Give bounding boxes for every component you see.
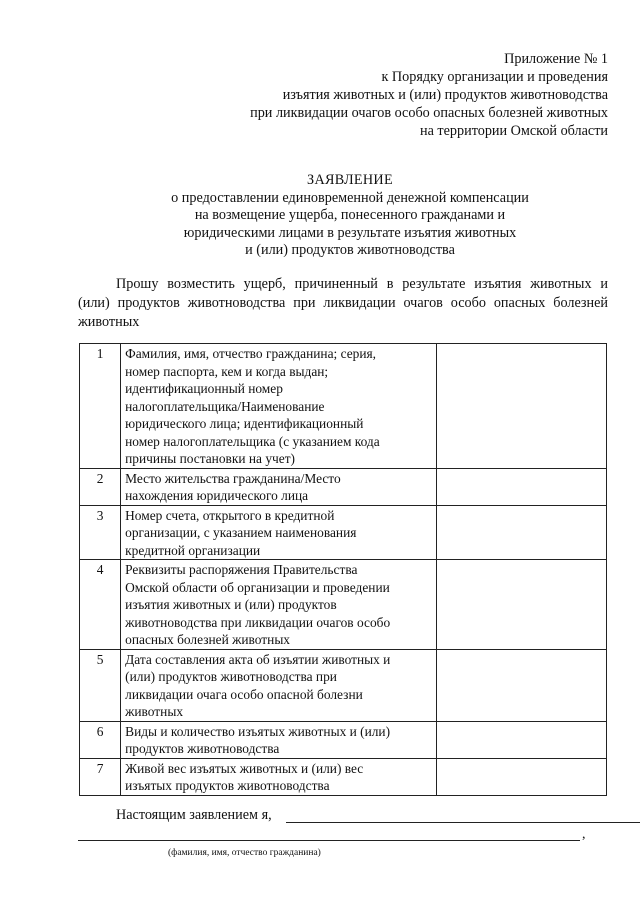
intro-line: животных bbox=[78, 314, 140, 330]
appendix-line: к Порядку организации и проведения bbox=[381, 69, 608, 85]
row-label-line: организации, с указанием наименования bbox=[125, 525, 357, 540]
row-label-line: юридического лица; идентификационный bbox=[125, 416, 364, 431]
row-number: 6 bbox=[80, 721, 121, 758]
closing-comma: , bbox=[582, 827, 586, 842]
row-value-cell[interactable] bbox=[437, 721, 607, 758]
row-number: 7 bbox=[80, 758, 121, 795]
row-number: 5 bbox=[80, 649, 121, 721]
row-label-line: Фамилия, имя, отчество гражданина; серия, bbox=[125, 346, 377, 361]
row-label bbox=[121, 649, 437, 721]
appendix-line: Приложение № 1 bbox=[504, 51, 608, 67]
row-number: 4 bbox=[80, 560, 121, 650]
row-label-line: ликвидации очага особо опасной болезни bbox=[125, 686, 363, 702]
row-label-line: Виды и количество изъятых животных и (или) bbox=[125, 723, 391, 739]
application-form-table bbox=[79, 343, 607, 796]
form-row bbox=[80, 560, 607, 650]
form-row bbox=[80, 468, 607, 505]
row-label-line: продуктов животноводства bbox=[125, 741, 280, 756]
appendix-line: при ликвидации очагов особо опасных болезней животных bbox=[250, 105, 608, 121]
row-value-cell[interactable] bbox=[437, 560, 607, 650]
full-name-continuation-line[interactable] bbox=[78, 840, 580, 841]
document-subtitle-line: юридическими лицами в результате изъятия животных bbox=[183, 224, 517, 241]
row-number: 2 bbox=[80, 468, 121, 505]
appendix-line: изъятия животных и (или) продуктов животноводства bbox=[282, 87, 608, 103]
full-name-blank-line[interactable] bbox=[286, 822, 640, 823]
intro-line: (или) продуктов животноводства при ликвидации очагов особо опасных болезней bbox=[78, 295, 608, 311]
row-label bbox=[121, 344, 437, 469]
form-row bbox=[80, 649, 607, 721]
document-subtitle-line: о предоставлении единовременной денежной компенсации bbox=[171, 189, 529, 206]
row-label-line: Живой вес изъятых животных и (или) вес bbox=[125, 760, 364, 776]
row-label-line: изъятия животных и (или) продуктов bbox=[125, 597, 337, 612]
document-subtitle-line: и (или) продуктов животноводства bbox=[245, 242, 455, 258]
intro-paragraph bbox=[78, 275, 608, 332]
row-label-line: животноводства при ликвидации очагов особо bbox=[125, 614, 391, 630]
row-number: 1 bbox=[80, 344, 121, 469]
intro-line: Прошу возместить ущерб, причиненный в результате изъятия животных и bbox=[116, 276, 608, 292]
row-label bbox=[121, 468, 437, 505]
row-label-line: Место жительства гражданина/Место bbox=[125, 470, 341, 486]
row-label-line: изъятых продуктов животноводства bbox=[125, 778, 330, 793]
document-title: ЗАЯВЛЕНИЕ bbox=[307, 172, 393, 188]
row-label-line: (или) продуктов животноводства при bbox=[125, 669, 337, 684]
row-value-cell[interactable] bbox=[437, 649, 607, 721]
form-row bbox=[80, 505, 607, 560]
appendix-line: на территории Омской области bbox=[420, 123, 608, 139]
closing-statement bbox=[78, 806, 608, 858]
row-number: 3 bbox=[80, 505, 121, 560]
closing-lead-text: Настоящим заявлением я, bbox=[116, 807, 272, 823]
row-label bbox=[121, 721, 437, 758]
row-label bbox=[121, 560, 437, 650]
row-value-cell[interactable] bbox=[437, 758, 607, 795]
row-label-line: животных bbox=[125, 704, 184, 719]
appendix-header bbox=[250, 50, 608, 140]
row-value-cell[interactable] bbox=[437, 468, 607, 505]
row-label bbox=[121, 505, 437, 560]
form-row bbox=[80, 344, 607, 469]
row-value-cell[interactable] bbox=[437, 505, 607, 560]
row-label-line: Номер счета, открытого в кредитной bbox=[125, 507, 335, 523]
row-label-line: кредитной организации bbox=[125, 542, 261, 558]
row-label-line: номер налогоплательщика (с указанием кода bbox=[125, 433, 380, 449]
row-value-cell[interactable] bbox=[437, 344, 607, 469]
row-label-line: нахождения юридического лица bbox=[125, 488, 309, 503]
document-subtitle-line: на возмещение ущерба, понесенного гражданами и bbox=[194, 207, 506, 223]
row-label-line: причины постановки на учет) bbox=[125, 451, 296, 466]
form-row bbox=[80, 721, 607, 758]
row-label-line: налогоплательщика/Наименование bbox=[125, 398, 325, 414]
row-label-line: Омской области об организации и проведении bbox=[125, 579, 390, 595]
row-label-line: Реквизиты распоряжения Правительства bbox=[125, 562, 358, 577]
row-label-line: Дата составления акта об изъятии животных и bbox=[125, 651, 391, 667]
row-label bbox=[121, 758, 437, 795]
row-label-line: номер паспорта, кем и когда выдан; bbox=[125, 363, 329, 379]
form-row bbox=[80, 758, 607, 795]
row-label-line: идентификационный номер bbox=[125, 381, 283, 396]
document-title-block bbox=[40, 172, 640, 260]
full-name-hint: (фамилия, имя, отчество гражданина) bbox=[168, 848, 321, 858]
row-label-line: опасных болезней животных bbox=[125, 632, 291, 647]
